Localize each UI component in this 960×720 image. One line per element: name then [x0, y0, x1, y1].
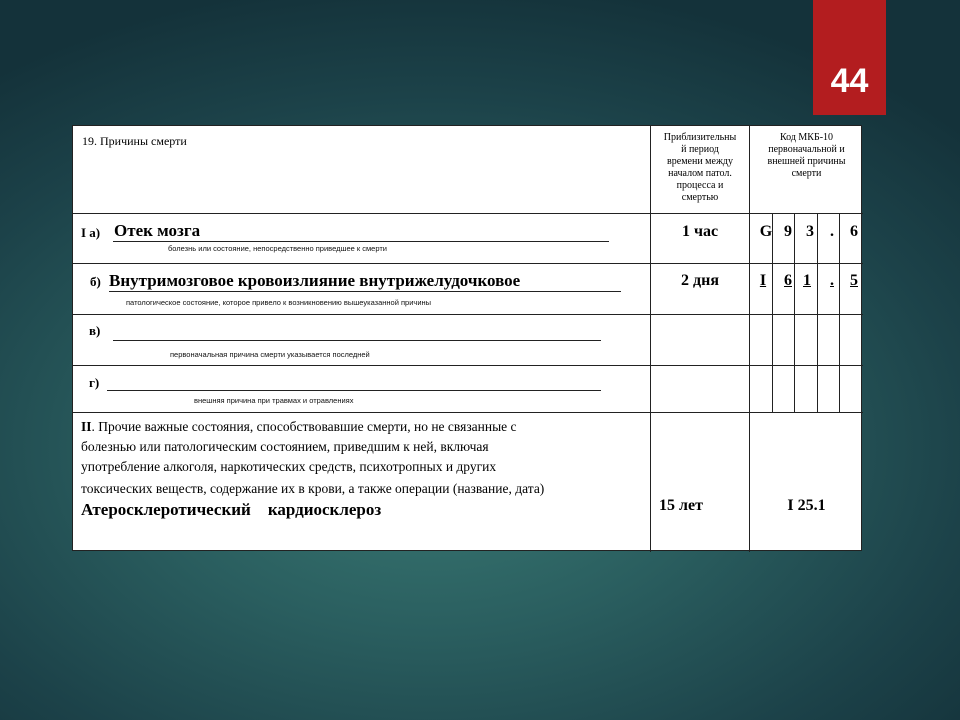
row-d-hint: внешняя причина при травмах и отравлениях	[194, 396, 354, 405]
row-d-blank-line	[107, 390, 601, 391]
code-cell-divider	[839, 213, 840, 412]
part-two-line-text: . Прочие важные состояния, способствовавшие смерти, но не связанные с	[91, 419, 517, 434]
part-two-diagnosis: Атеросклеротический кардиосклероз	[81, 500, 382, 519]
row-b-hint: патологическое состояние, которое привело к возникновению вышеуказанной причины	[126, 298, 432, 307]
row-b-label: б)	[90, 274, 101, 289]
code-title-line: первоначальной и	[768, 144, 845, 155]
part-two-period: 15 лет	[659, 497, 703, 514]
slide-number-badge	[813, 0, 886, 115]
row-c-blank-line	[113, 340, 601, 341]
part-two-code: I 25.1	[787, 497, 826, 514]
row-a-underline	[113, 241, 609, 242]
period-title-line: процесса и	[676, 180, 724, 191]
row-b-code-char: .	[830, 272, 834, 289]
row-a-period: 1 час	[681, 223, 719, 240]
row-b-underline	[109, 291, 621, 292]
period-title-line: смертью	[681, 192, 719, 203]
row-b-period: 2 дня	[681, 272, 719, 289]
row-b-code-char: 1	[803, 272, 811, 289]
row-b-code-char: 6	[784, 272, 792, 289]
row-divider	[73, 213, 863, 214]
part-two-line: токсических веществ, содержание их в крови, а также операции (название, дата)	[81, 481, 545, 496]
code-cell-divider	[772, 213, 773, 412]
period-column-title	[651, 132, 749, 204]
causes-title: 19. Причины смерти	[82, 134, 187, 148]
slide-number: 44	[830, 62, 869, 100]
row-c-label: в)	[89, 323, 101, 338]
row-a-code-char: 6	[850, 223, 858, 240]
row-divider	[73, 314, 863, 315]
row-a-code-char: .	[830, 223, 834, 240]
column-divider	[749, 126, 750, 552]
code-title-line: смерти	[791, 168, 822, 179]
part-two-prefix: II	[81, 419, 92, 434]
row-divider	[73, 365, 863, 366]
part-two-line: болезнью или патологическим состоянием, приведшим к ней, включая	[81, 439, 489, 454]
code-cell-divider	[794, 213, 795, 412]
period-title-line: Приблизительны	[663, 132, 737, 143]
code-title-line: внешней причины	[767, 156, 846, 167]
row-a-code-char: 3	[806, 223, 814, 240]
part-two-text	[81, 417, 544, 499]
row-c-hint: первоначальная причина смерти указывается последней	[170, 350, 370, 359]
row-b-code-char: 5	[850, 272, 858, 289]
row-a-code-char: G	[759, 223, 773, 240]
row-a-code-char: 9	[784, 223, 792, 240]
death-certificate-form	[72, 125, 862, 551]
part-two-line: употребление алкоголя, наркотических средств, психотропных и других	[81, 459, 497, 474]
icd-code-column-title	[750, 132, 863, 180]
row-b-diagnosis: Внутримозговое кровоизлияние внутрижелудочковое	[109, 271, 521, 290]
part-two-line	[81, 417, 544, 437]
row-divider	[73, 263, 863, 264]
row-d-label: г)	[89, 375, 100, 390]
row-divider	[73, 412, 863, 413]
period-title-line: началом патол.	[668, 168, 732, 179]
period-title-line: времени между	[667, 156, 733, 167]
code-title-line: Код МКБ-10	[779, 132, 834, 143]
row-a-hint: болезнь или состояние, непосредственно приведшее к смерти	[168, 244, 387, 253]
row-a-diagnosis: Отек мозга	[114, 221, 201, 240]
row-a-label: I а)	[81, 225, 101, 240]
period-title-line: й период	[681, 144, 719, 155]
code-cell-divider	[817, 213, 818, 412]
row-b-code-char: I	[759, 272, 767, 289]
